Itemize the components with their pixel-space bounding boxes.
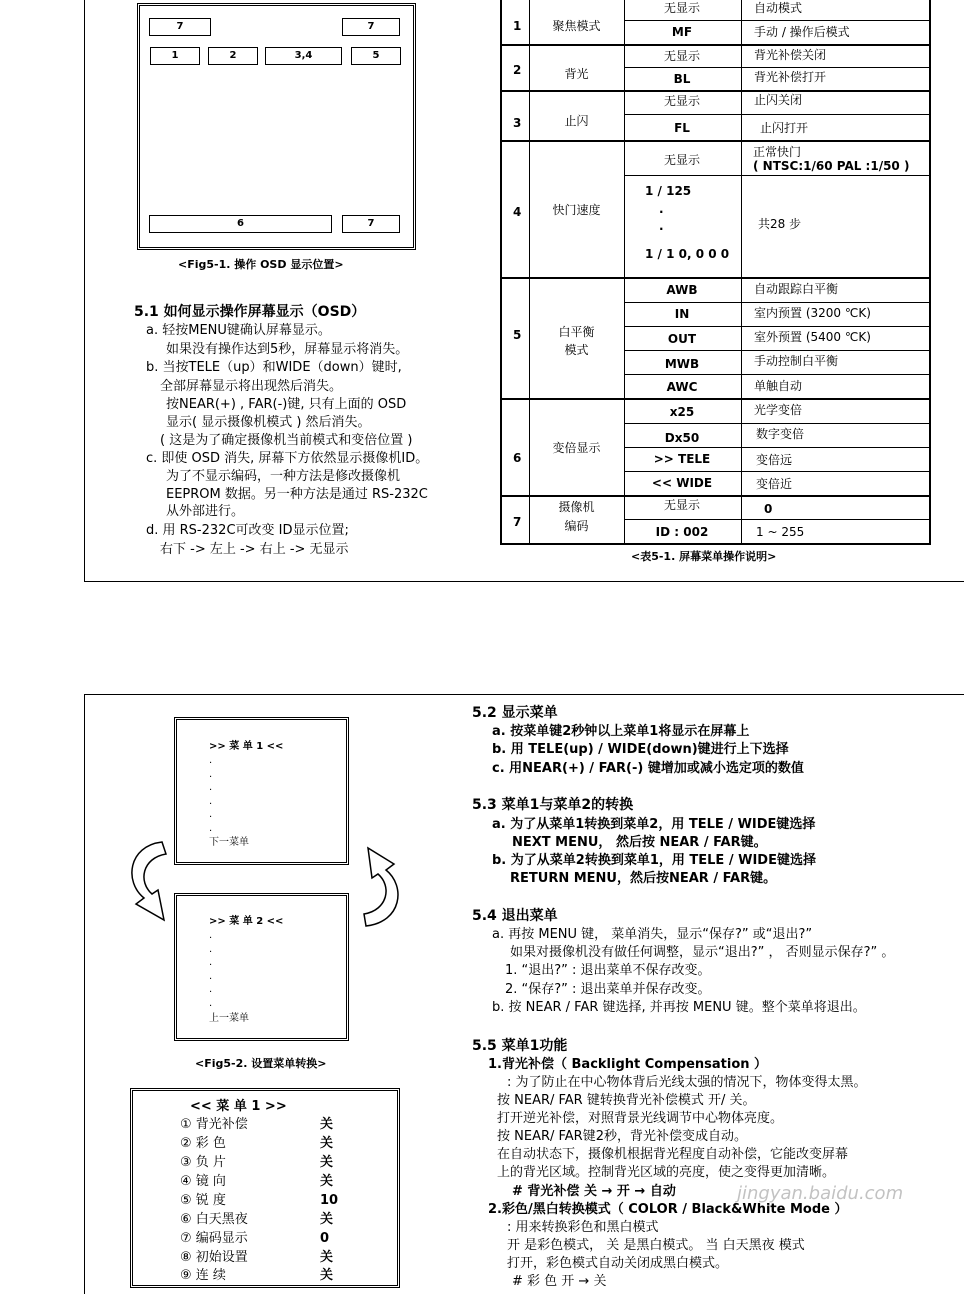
- sec54-line: 1. “退出?” : 退出菜单不保存改变。: [505, 963, 711, 978]
- sec55-line: # 彩 色 开 → 关: [512, 1274, 607, 1289]
- sec55-line: 1.背光补偿（ Backlight Compensation ）: [488, 1057, 768, 1072]
- table-cell: BL: [673, 72, 691, 86]
- menu1-item-value: 关: [320, 1250, 334, 1265]
- sec52-line: c. 用NEAR(+) / FAR(-) 键增加或减小选定项的数值: [492, 761, 804, 776]
- sec51-line: c. 即使 OSD 消失, 屏幕下方依然显示摄像机ID。: [146, 451, 429, 466]
- sec53-line: RETURN MENU，然后按NEAR / FAR键。: [510, 871, 777, 886]
- fig1-osd-top-right: 7: [342, 18, 400, 36]
- table-cell: .: [659, 219, 664, 233]
- menu1-item-label: ⑨ 连 续: [180, 1268, 226, 1283]
- table-row-name: 白平衡: [558, 325, 595, 339]
- table-cell: 数字变倍: [756, 427, 805, 441]
- fig1-osd-top-left: 7: [149, 18, 211, 36]
- table-cell: 室外预置 (5400 ℃K): [754, 330, 871, 344]
- table-cell: 正常快门: [753, 145, 802, 159]
- menu1-item-label: ⑦ 编码显示: [180, 1231, 248, 1246]
- sec54-heading: 5.4 退出菜单: [472, 908, 558, 924]
- menu1-item-value: 关: [320, 1136, 334, 1151]
- menu1-dots: . . . . . .: [209, 755, 213, 834]
- table-row-no: 7: [513, 515, 522, 529]
- menu1-item-label: ⑧ 初始设置: [180, 1250, 248, 1265]
- table-cell: 自动模式: [754, 1, 803, 15]
- table-cell: AWC: [666, 380, 698, 394]
- table-cell: 共28 步: [758, 217, 802, 231]
- table-cell: 背光补偿打开: [754, 70, 827, 84]
- table-cell: << WIDE: [651, 476, 713, 490]
- sec51-line: 右下 -> 左上 -> 右上 -> 无显示: [160, 542, 349, 557]
- table-cell: 变倍近: [756, 477, 793, 491]
- table-cell: IN: [674, 307, 690, 321]
- table-row-no: 1: [513, 19, 522, 33]
- table-cell: 无显示: [663, 1, 700, 15]
- menu1-footer: 下一菜单: [209, 837, 249, 848]
- table-row-name: 止闪: [564, 114, 589, 128]
- sec54-line: 2. “保存?” : 退出菜单并保存改变。: [505, 982, 711, 997]
- table-cell: 1 / 1 0, 0 0 0: [645, 247, 730, 261]
- sec53-line: NEXT MENU， 然后按 NEAR / FAR键。: [512, 835, 767, 850]
- menu1-item-value: 关: [320, 1174, 334, 1189]
- table-cell: ( NTSC:1/60 PAL :1/50 ): [753, 159, 910, 173]
- table-cell: 1 / 125: [645, 184, 692, 198]
- table-cell: >> TELE: [653, 452, 711, 466]
- menu1-item-value: 关: [320, 1212, 334, 1227]
- table-row-name: 聚焦模式: [552, 19, 601, 33]
- table-row-no: 4: [513, 205, 522, 219]
- menu1-item-value: 关: [320, 1117, 334, 1132]
- sec55-line: 打开逆光补偿，对照背景光线调节中心物体亮度。: [497, 1111, 784, 1126]
- table-cell: 止闪关闭: [754, 93, 803, 107]
- menu1-listbox: [130, 1088, 400, 1288]
- table-row-name: 变倍显示: [552, 441, 601, 455]
- fig1-caption: <Fig5-1. 操作 OSD 显示位置>: [178, 258, 344, 271]
- sec51-line: 如果没有操作达到5秒，屏幕显示将消失。: [166, 342, 409, 357]
- sec55-line: 在自动状态下，摄像机根据背光程度自动补偿，它能改变屏幕: [497, 1147, 849, 1162]
- table-cell: 手动 / 操作后模式: [754, 25, 850, 39]
- sec51-line: 全部屏幕显示将出现然后消失。: [160, 379, 343, 394]
- fig1-osd-bottom-right: 7: [342, 215, 400, 233]
- menu1-item-value: 10: [320, 1193, 339, 1208]
- table-row-name: 快门速度: [552, 203, 601, 217]
- table-cell: 背光补偿关闭: [754, 48, 827, 62]
- curved-arrow-up-icon: [350, 838, 412, 938]
- table-row-name: 背光: [564, 67, 589, 81]
- sec54-line: b. 按 NEAR / FAR 键选择, 并再按 MENU 键。整个菜单将退出。: [492, 1000, 866, 1015]
- table-row-name: 摄像机: [558, 500, 595, 514]
- menu1-item-label: ② 彩 色: [180, 1136, 226, 1151]
- table-row-no: 5: [513, 328, 522, 342]
- menu1-item-value: 0: [320, 1231, 330, 1246]
- table-cell: 无显示: [663, 94, 700, 108]
- menu1-item-value: 关: [320, 1268, 334, 1283]
- table-row-no: 3: [513, 116, 522, 130]
- menu1-item-label: ④ 镜 向: [180, 1174, 226, 1189]
- table-cell: AWB: [666, 283, 698, 297]
- fig2-caption: <Fig5-2. 设置菜单转换>: [195, 1057, 327, 1070]
- sec51-line: b. 当按TELE（up）和WIDE（down）键时,: [146, 360, 402, 375]
- sec51-line: 从外部进行。: [166, 504, 245, 519]
- table-row-name: 编码: [564, 519, 589, 533]
- table-cell: 室内预置 (3200 ℃K): [754, 306, 871, 320]
- table-cell: 0: [764, 502, 773, 516]
- menu1-item-label: ⑥ 白天黑夜: [180, 1212, 248, 1227]
- sec52-line: b. 用 TELE(up) / WIDE(down)键进行上下选择: [492, 742, 789, 757]
- fig1-osd-5: 5: [351, 47, 401, 65]
- table-cell: MF: [671, 25, 693, 39]
- menu2-dots: . . . . . .: [209, 930, 213, 1009]
- table-cell: 无显示: [663, 498, 700, 512]
- fig1-osd-2: 2: [208, 47, 258, 65]
- menu1-title: >> 菜 单 1 <<: [209, 741, 284, 752]
- sec55-line: 2.彩色/黑白转换模式（ COLOR / Black&White Mode ）: [488, 1202, 848, 1217]
- table-cell: 止闪打开: [760, 121, 809, 135]
- sec51-line: a. 轻按MENU键确认屏幕显示。: [146, 323, 331, 338]
- table-cell: 无显示: [663, 153, 700, 167]
- sec55-line: 上的背光区域。控制背光区域的亮度，使之变得更加清晰。: [497, 1165, 836, 1180]
- sec55-line: 按 NEAR/ FAR 键转换背光补偿模式 开/ 关。: [497, 1093, 756, 1108]
- menu1-item-value: 关: [320, 1155, 334, 1170]
- menu1-item-label: ⑤ 锐 度: [180, 1193, 226, 1208]
- table-cell: MWB: [664, 357, 700, 371]
- table-cell: 手动控制白平衡: [754, 354, 839, 368]
- table-cell: OUT: [667, 332, 697, 346]
- sec51-line: EEPROM 数据。另一种方法是通过 RS-232C: [166, 487, 428, 502]
- watermark: jingyan.baidu.com: [737, 1183, 904, 1204]
- fig1-osd-1: 1: [150, 47, 200, 65]
- sec53-heading: 5.3 菜单1与菜单2的转换: [472, 797, 634, 813]
- table-cell: 光学变倍: [754, 403, 803, 417]
- table-caption: <表5-1. 屏幕菜单操作说明>: [631, 550, 777, 563]
- sec52-heading: 5.2 显示菜单: [472, 705, 558, 721]
- sec51-line: 按NEAR(+) , FAR(-)键, 只有上面的 OSD: [166, 397, 407, 412]
- table-cell: 1 ~ 255: [756, 525, 805, 539]
- sec55-heading: 5.5 菜单1功能: [472, 1038, 568, 1054]
- sec53-line: b. 为了从菜单2转换到菜单1，用 TELE / WIDE键选择: [492, 853, 816, 868]
- table-cell: Dx50: [664, 431, 700, 445]
- fig1-osd-34: 3,4: [265, 47, 342, 65]
- table-cell: .: [659, 202, 664, 216]
- fig1-osd-bottom-left: 6: [149, 215, 332, 233]
- menu1-item-label: ① 背光补偿: [180, 1117, 248, 1132]
- table-cell: 自动跟踪白平衡: [754, 282, 839, 296]
- menu1-listbox-title: << 菜 单 1 >>: [190, 1099, 287, 1114]
- table-cell: 单触自动: [754, 379, 803, 393]
- table-cell: x25: [669, 405, 695, 419]
- sec55-line: : 用来转换彩色和黑白模式: [507, 1220, 659, 1235]
- sec51-heading: 5.1 如何显示操作屏幕显示（OSD）: [134, 304, 366, 320]
- sec55-line: : 为了防止在中心物体背后光线太强的情况下，物体变得太黑。: [507, 1075, 867, 1090]
- table-row-name: 模式: [564, 343, 589, 357]
- table-cell: ID : 002: [655, 525, 709, 539]
- sec55-line: # 背光补偿 关 → 开 → 自动: [512, 1184, 676, 1199]
- sec53-line: a. 为了从菜单1转换到菜单2，用 TELE / WIDE键选择: [492, 817, 816, 832]
- sec51-line: ( 这是为了确定摄像机当前模式和变倍位置 ): [160, 433, 413, 448]
- menu2-footer: 上一菜单: [209, 1013, 249, 1024]
- menu2-title: >> 菜 单 2 <<: [209, 916, 284, 927]
- table-cell: 无显示: [663, 49, 700, 63]
- sec55-line: 按 NEAR/ FAR键2秒，背光补偿变成自动。: [497, 1129, 747, 1144]
- sec51-line: 为了不显示编码，一种方法是修改摄像机: [166, 469, 401, 484]
- sec55-line: 开 是彩色模式， 关 是黑白模式。 当 白天黑夜 模式: [507, 1238, 805, 1253]
- table-cell: FL: [674, 121, 690, 135]
- sec55-line: 打开，彩色模式自动关闭成黑白模式。: [507, 1256, 729, 1271]
- sec54-line: a. 再按 MENU 键， 菜单消失，显示“保存?” 或“退出?”: [492, 927, 813, 942]
- table-row-no: 2: [513, 63, 522, 77]
- table-row-no: 6: [513, 451, 522, 465]
- sec54-line: 如果对摄像机没有做任何调整，显示“退出?” ， 否则显示保存?” 。: [510, 945, 895, 960]
- fig1-screen: [137, 3, 416, 250]
- table-cell: 变倍远: [756, 453, 793, 467]
- sec51-line: d. 用 RS-232C可改变 ID显示位置;: [146, 523, 349, 538]
- sec52-line: a. 按菜单键2秒钟以上菜单1将显示在屏幕上: [492, 724, 750, 739]
- menu1-item-label: ③ 负 片: [180, 1155, 226, 1170]
- sec51-line: 显示( 显示摄像机模式 ) 然后消失。: [166, 415, 371, 430]
- curved-arrow-down-icon: [118, 832, 180, 932]
